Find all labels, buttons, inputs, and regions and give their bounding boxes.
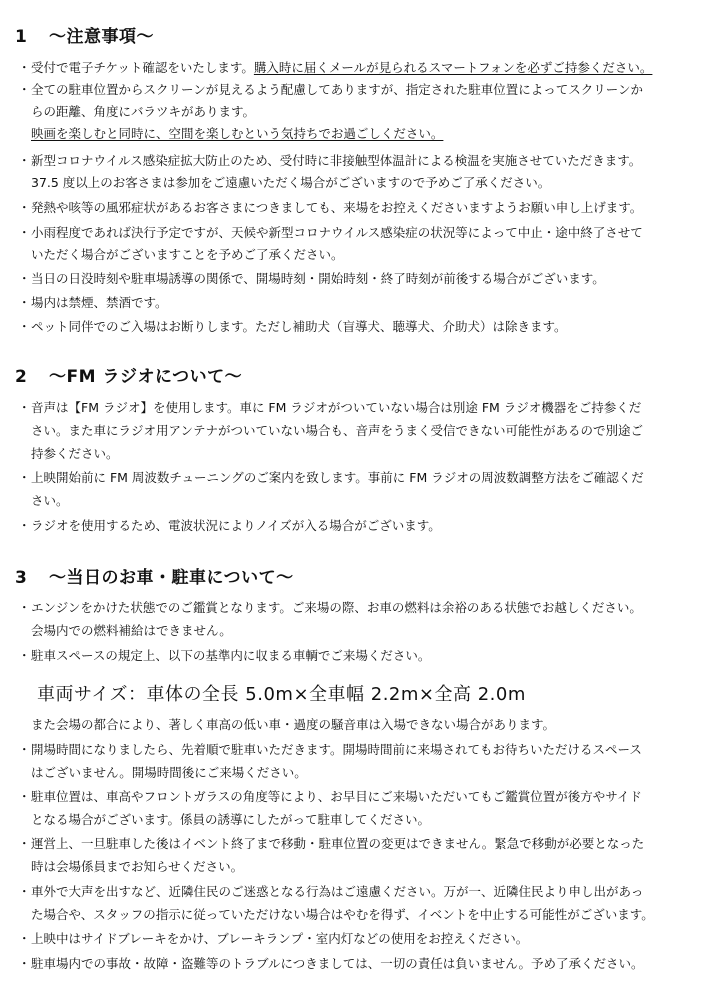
section-number: 3 bbox=[15, 568, 28, 588]
section-heading: 〜注意事項〜 bbox=[49, 27, 154, 47]
notice-line bbox=[31, 126, 443, 142]
notice-line: ・場内は禁煙、禁酒です。 bbox=[18, 295, 168, 310]
notice-line: また会場の都合により、著しく車高の低い車・過度の騒音車は入場できない場合があります。 bbox=[31, 717, 556, 732]
notice-line: ・駐車位置は、車高やフロントガラスの角度等により、お早目にご来場いただいてもご鑑賞位置が後方やサイド bbox=[18, 789, 642, 804]
notice-line: ・駐車スペースの規定上、以下の基準内に収まる車輌でご来場ください。 bbox=[18, 648, 431, 663]
notice-line: 時は会場係員までお知らせください。 bbox=[31, 859, 244, 874]
emphasis-text: 映画を楽しむと同時に、空間を楽しむという気持ちでお過ごしください。 bbox=[31, 126, 444, 141]
vehicle-size-spec: 車両サイズ：車体の全長 5.0m×全車幅 2.2m×全高 2.0m bbox=[37, 684, 526, 705]
notice-line: ・ラジオを使用するため、電波状況によりノイズが入る場合がございます。 bbox=[18, 518, 441, 533]
notice-line: となる場合がございます。係員の誘導にしたがって駐車してください。 bbox=[31, 812, 431, 827]
section-heading: 〜当日のお車・駐車について〜 bbox=[49, 568, 294, 588]
notice-line: ・当日の日没時刻や駐車場誘導の関係で、開場時刻・開始時刻・終了時刻が前後する場合がございます。 bbox=[18, 271, 605, 286]
notice-line: ・発熱や咳等の風邪症状があるお客さまにつきましても、来場をお控えくださいますようお願い申し上げます。 bbox=[18, 200, 643, 215]
notice-line: さい。また車にラジオ用アンテナがついていない場合も、音声をうまく受信できない可能性があるので別途ご bbox=[31, 423, 644, 438]
section-1-title bbox=[15, 22, 154, 47]
notice-line: 持参ください。 bbox=[31, 446, 119, 461]
notice-line: ・音声は【FM ラジオ】を使用します。車に FM ラジオがついていない場合は別途 FM ラジオ機器をご持参くだ bbox=[18, 400, 642, 415]
section-2-title bbox=[15, 362, 242, 387]
notice-line: はございません。開場時間後にご来場ください。 bbox=[31, 765, 307, 780]
notice-line: ・新型コロナウイルス感染症拡大防止のため、受付時に非接触型体温計による検温を実施させていただきます。 bbox=[18, 153, 642, 168]
notice-line: さい。 bbox=[31, 493, 69, 508]
notice-line: 37.5 度以上のお客さまは参加をご遠慮いただく場合がございますので予めご了承ください。 bbox=[31, 175, 551, 190]
notice-line: いただく場合がございますことを予めご了承ください。 bbox=[31, 247, 344, 262]
section-number: 1 bbox=[15, 27, 28, 47]
emphasis-text: 購入時に届くメールが見られるスマートフォンを必ずご持参ください。 bbox=[253, 60, 653, 75]
section-3-title bbox=[15, 563, 294, 588]
notice-line: ・上映中はサイドブレーキをかけ、ブレーキランプ・室内灯などの使用をお控えください。 bbox=[18, 931, 529, 946]
notice-line: ・駐車場内での事故・故障・盗難等のトラブルにつきましては、一切の責任は負いません。予め了承ください。 bbox=[18, 956, 644, 971]
notice-line: ・車外で大声を出すなど、近隣住民のご迷惑となる行為はご遠慮ください。万が一、近隣住民より申し出があっ bbox=[18, 884, 644, 899]
notice-line: ・上映開始前に FM 周波数チューニングのご案内を致します。事前に FM ラジオの周波数調整方法をご確認くだ bbox=[18, 470, 644, 485]
section-heading: 〜FM ラジオについて〜 bbox=[49, 367, 243, 387]
notice-line: ・全ての駐車位置からスクリーンが見えるよう配慮してありますが、指定された駐車位置によってスクリーンか bbox=[18, 82, 644, 97]
notice-line: ・受付で電子チケット確認をいたします。購入時に届くメールが見られるスマートフォンを必ずご持参ください。 bbox=[18, 60, 653, 75]
notice-line: 会場内での燃料補給はできません。 bbox=[31, 623, 232, 638]
notice-line: ・運営上、一旦駐車した後はイベント終了まで移動・駐車位置の変更はできません。緊急で移動が必要となった bbox=[18, 836, 645, 851]
notice-line: ・開場時間になりましたら、先着順で駐車いただきます。開場時間前に来場されてもお待ちいただけるスペース bbox=[18, 742, 642, 757]
notice-line: ・小雨程度であれば決行予定ですが、天候や新型コロナウイルス感染症の状況等によって中止・途中終了させて bbox=[18, 225, 643, 240]
notice-line: ・ペット同伴でのご入場はお断りします。ただし補助犬（盲導犬、聴導犬、介助犬）は除きます。 bbox=[18, 319, 567, 334]
notice-line: ・エンジンをかけた状態でのご鑑賞となります。ご来場の際、お車の燃料は余裕のある状態でお越しください。 bbox=[18, 600, 642, 615]
notice-line: た場合や、スタッフの指示に従っていただけない場合はやむを得ず、イベントを中止する可能性がございます。 bbox=[31, 907, 654, 922]
section-number: 2 bbox=[15, 367, 28, 387]
notice-line: らの距離、角度にバラツキがあります。 bbox=[31, 104, 256, 119]
